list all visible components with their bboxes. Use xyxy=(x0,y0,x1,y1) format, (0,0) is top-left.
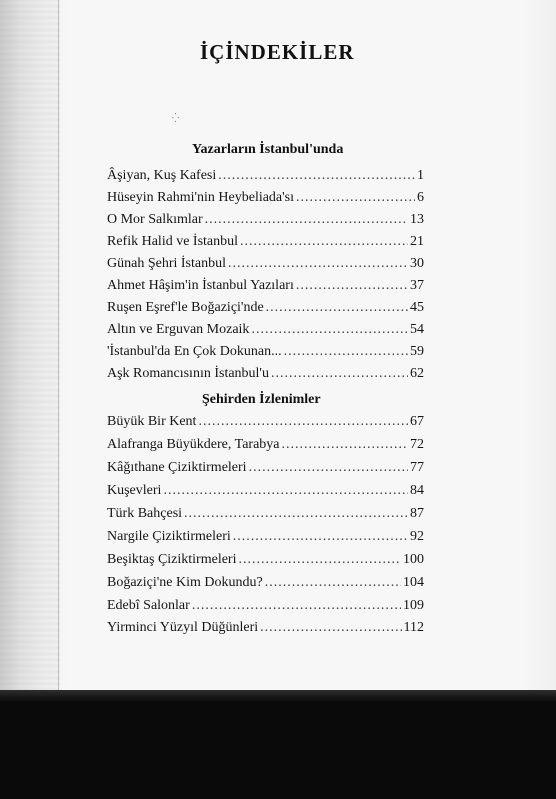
toc-entry-page: 100 xyxy=(403,552,424,567)
toc-entry xyxy=(107,300,424,320)
toc-entry-title: Âşiyan, Kuş Kafesi xyxy=(107,168,217,183)
leader-dots xyxy=(233,529,408,545)
toc-entry-page: 104 xyxy=(403,575,424,590)
toc-entry-page: 92 xyxy=(410,529,424,544)
leader-dots xyxy=(265,575,401,591)
leader-dots xyxy=(249,460,408,476)
toc-entry-title: Boğaziçi'ne Kim Dokundu? xyxy=(107,575,263,590)
toc-entry-page: 30 xyxy=(410,256,424,271)
toc-entry-title: Kâğıthane Çiziktirmeleri xyxy=(107,460,247,475)
toc-entry-page: 87 xyxy=(410,506,424,521)
leader-dots xyxy=(260,620,401,636)
toc-entry-title: Büyük Bir Kent xyxy=(107,414,197,429)
leader-dots xyxy=(266,300,408,316)
toc-entry-page: 59 xyxy=(410,344,424,359)
leader-dots xyxy=(240,234,408,250)
toc-entry-title: Aşk Romancısının İstanbul'u xyxy=(107,366,269,381)
leader-dots xyxy=(192,598,401,614)
toc-entry-title: Kuşevleri xyxy=(107,483,162,498)
leader-dots xyxy=(228,256,408,272)
toc-entry-title: Nargile Çiziktirmeleri xyxy=(107,529,231,544)
toc-entry-page: 112 xyxy=(403,620,424,635)
toc-entry-title: Edebî Salonlar xyxy=(107,598,190,613)
section-heading-2: Şehirden İzlenimler xyxy=(202,392,321,407)
toc-entry-title: Alafranga Büyükdere, Tarabya xyxy=(107,437,280,452)
toc-entry-page: 62 xyxy=(410,366,424,381)
toc-entry-title: 'İstanbul'da En Çok Dokunan... xyxy=(107,344,282,359)
leader-dots xyxy=(205,212,408,228)
toc-entry xyxy=(107,506,424,526)
leader-dots xyxy=(238,552,401,568)
toc-entry-page: 6 xyxy=(417,190,424,205)
toc-entry-page: 37 xyxy=(410,278,424,293)
toc-entry-page: 72 xyxy=(410,437,424,452)
gutter-shadow xyxy=(0,0,60,690)
leader-dots xyxy=(251,322,408,338)
toc-entry xyxy=(107,278,424,298)
toc-entry-title: Hüseyin Rahmi'nin Heybeliada'sı xyxy=(107,190,295,205)
section-heading-1: Yazarların İstanbul'unda xyxy=(192,142,344,157)
toc-entry-page: 54 xyxy=(410,322,424,337)
leader-dots xyxy=(296,278,408,294)
toc-entry-page: 1 xyxy=(417,168,424,183)
toc-entry-title: Ahmet Hâşim'in İstanbul Yazıları xyxy=(107,278,294,293)
leader-dots xyxy=(282,437,408,453)
gutter-line xyxy=(58,0,59,690)
toc-entry-title: Günah Şehri İstanbul xyxy=(107,256,226,271)
toc-entry-title: Yirminci Yüzyıl Düğünleri xyxy=(107,620,259,635)
toc-entry xyxy=(107,366,424,386)
toc-entry xyxy=(107,344,424,364)
toc-entry xyxy=(107,437,424,457)
toc-entry xyxy=(107,322,424,342)
toc-entry xyxy=(107,552,424,572)
toc-entry xyxy=(107,190,424,210)
page-bottom-edge xyxy=(0,690,556,702)
toc-entry xyxy=(107,598,424,618)
toc-entry-page: 109 xyxy=(403,598,424,613)
toc-entry-title: Ruşen Eşref'le Boğaziçi'nde xyxy=(107,300,264,315)
toc-entry-page: 45 xyxy=(410,300,424,315)
toc-entry xyxy=(107,168,424,188)
toc-entry xyxy=(107,620,424,640)
leader-dots xyxy=(284,344,408,360)
toc-entry-page: 77 xyxy=(410,460,424,475)
page-title: İÇİNDEKİLER xyxy=(200,40,355,64)
leader-dots xyxy=(218,168,415,184)
toc-entry-page: 67 xyxy=(410,414,424,429)
toc-entry xyxy=(107,414,424,434)
scan-speck-mark: ⁛ xyxy=(172,114,180,124)
toc-entry-title: Refik Halid ve İstanbul xyxy=(107,234,239,249)
toc-entry-title: Beşiktaş Çiziktirmeleri xyxy=(107,552,237,567)
toc-entry-page: 21 xyxy=(410,234,424,249)
toc-entry xyxy=(107,483,424,503)
toc-entry xyxy=(107,529,424,549)
toc-entry xyxy=(107,460,424,480)
toc-entry xyxy=(107,212,424,232)
leader-dots xyxy=(296,190,415,206)
leader-dots xyxy=(163,483,408,499)
toc-entry-title: O Mor Salkımlar xyxy=(107,212,203,227)
toc-entry xyxy=(107,234,424,254)
toc-entry xyxy=(107,256,424,276)
leader-dots xyxy=(198,414,408,430)
toc-entry-page: 84 xyxy=(410,483,424,498)
toc-entry-title: Türk Bahçesi xyxy=(107,506,183,521)
leader-dots xyxy=(184,506,408,522)
toc-entry xyxy=(107,575,424,595)
toc-entry-page: 13 xyxy=(410,212,424,227)
toc-entry-title: Altın ve Erguvan Mozaik xyxy=(107,322,250,337)
leader-dots xyxy=(271,366,408,382)
